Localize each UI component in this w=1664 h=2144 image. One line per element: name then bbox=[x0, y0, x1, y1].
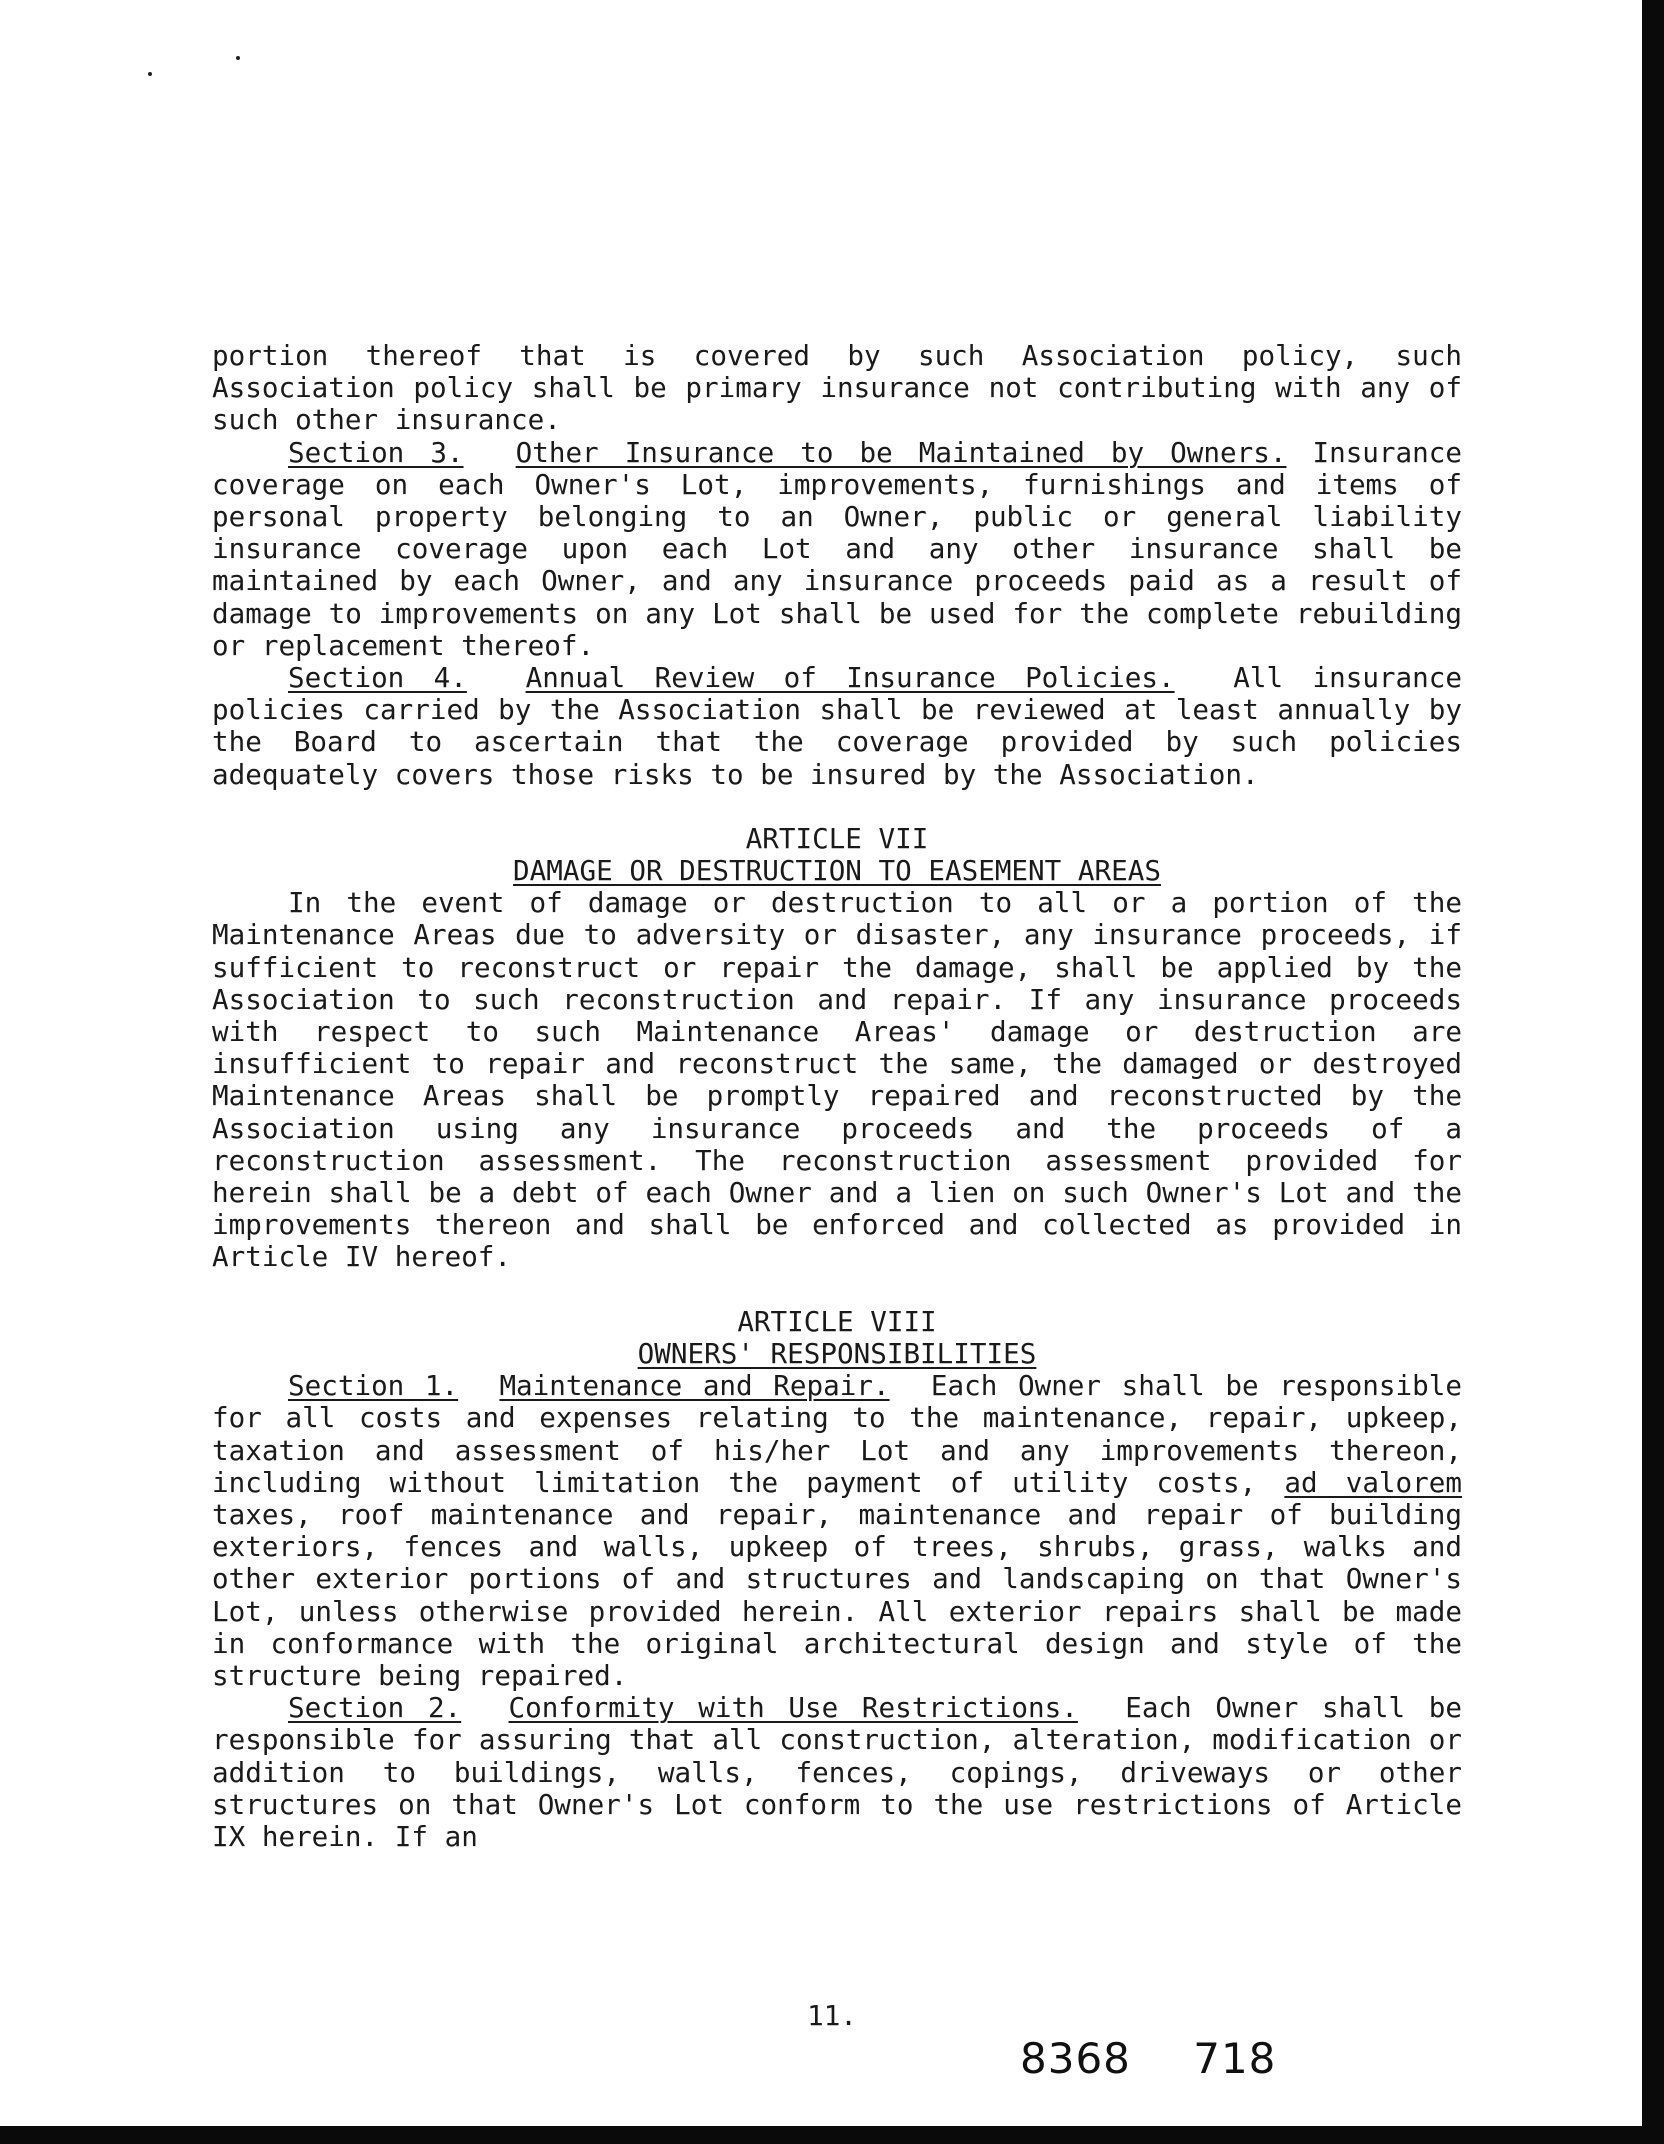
article-8-number: ARTICLE VIII bbox=[737, 1304, 937, 1338]
article-8-title: OWNERS' RESPONSIBILITIES bbox=[637, 1336, 1037, 1370]
section-3-heading: Other Insurance to be Maintained by Owners. bbox=[515, 435, 1287, 469]
paragraph-intro bbox=[212, 340, 1462, 437]
scan-speck bbox=[236, 56, 240, 60]
section-4-label: Section 4. bbox=[288, 661, 467, 695]
document-body bbox=[212, 340, 1462, 1853]
article-8-section-2-heading: Conformity with Use Restrictions. bbox=[508, 1691, 1078, 1725]
scan-speck bbox=[148, 72, 152, 76]
article-8-section-1-label: Section 1. bbox=[288, 1369, 459, 1403]
section-4-heading: Annual Review of Insurance Policies. bbox=[525, 661, 1175, 695]
article-8-title-line bbox=[212, 1338, 1462, 1370]
spacer bbox=[212, 1274, 1462, 1306]
article-7-number: ARTICLE VII bbox=[745, 821, 929, 855]
article-8-section-1-emphasis: ad valorem bbox=[1284, 1465, 1462, 1499]
article-8-section-1-text-a: Each Owner shall be responsible for all costs and expenses relating to the maintenance, repair, upkeep, taxation and assessment of his/her Lot and any improvements thereon, including without limitation the payment of utility costs, bbox=[212, 1369, 1462, 1499]
article-7-title: DAMAGE OR DESTRUCTION TO EASEMENT AREAS bbox=[513, 854, 1161, 888]
article-8-section-2-label: Section 2. bbox=[288, 1691, 462, 1725]
spacer bbox=[212, 791, 1462, 823]
page-number: 11. bbox=[807, 1999, 857, 2032]
scan-border-right bbox=[1642, 0, 1664, 2144]
article-7-paragraph bbox=[212, 887, 1462, 1273]
document-code: 8368 718 bbox=[1020, 2034, 1277, 2083]
article-8-section-2-text: Each Owner shall be responsible for assuring that all construction, alteration, modification or addition to buildings, walls, fences, copings, driveways or other structures on that Owner's Lot conform to the use restrictions of Article IX herein. If an bbox=[212, 1691, 1462, 1853]
article-7-text: In the event of damage or destruction to all or a portion of the Maintenance Areas due to adversity or disaster, any insurance proceeds, if sufficient to reconstruct or repair the damage, shall be applied by the Association to such reconstruction and repair. If any insurance proceeds with respect to such Maintenance Areas' damage or destruction are insufficient to repair and reconstruct the same, the damaged or destroyed Maintenance Areas shall be promptly repaired and reconstructed by the Association using any insurance proceeds and the proceeds of a reconstruction assessment. The reconstruction assessment provided for herein shall be a debt of each Owner and a lien on such Owner's Lot and the improvements thereon and shall be enforced and collected as provided in Article IV hereof. bbox=[212, 886, 1462, 1274]
article-8-section-1-heading: Maintenance and Repair. bbox=[499, 1369, 890, 1403]
article-8-section-2-paragraph bbox=[212, 1692, 1462, 1853]
section-4-text: All insurance policies carried by the Association shall be reviewed at least annually by the Board to ascertain that the coverage provided by such policies adequately covers those risks to be insured by the Association. bbox=[212, 661, 1462, 791]
scan-border-bottom bbox=[0, 2126, 1664, 2144]
article-7-title-line bbox=[212, 855, 1462, 887]
section-3-paragraph bbox=[212, 437, 1462, 662]
article-8-section-1-text-b: taxes, roof maintenance and repair, maintenance and repair of building exteriors, fences and walls, upkeep of trees, shrubs, grass, walks and other exterior portions of and structures and landscaping on that Owner's Lot, unless otherwise provided herein. All exterior repairs shall be made in conformance with the original architectural design and style of the structure being repaired. bbox=[212, 1497, 1462, 1692]
section-3-label: Section 3. bbox=[288, 435, 464, 469]
paragraph-intro-text: portion thereof that is covered by such Association policy, such Association policy shall be primary insurance not contributing with any of such other insurance. bbox=[212, 339, 1462, 437]
section-3-text: Insurance coverage on each Owner's Lot, improvements, furnishings and items of personal property belonging to an Owner, public or general liability insurance coverage upon each Lot and any other insurance shall be maintained by each Owner, and any insurance proceeds paid as a result of damage to improvements on any Lot shall be used for the complete rebuilding or replacement thereof. bbox=[212, 435, 1462, 662]
article-8-section-1-paragraph bbox=[212, 1370, 1462, 1692]
section-4-paragraph bbox=[212, 662, 1462, 791]
